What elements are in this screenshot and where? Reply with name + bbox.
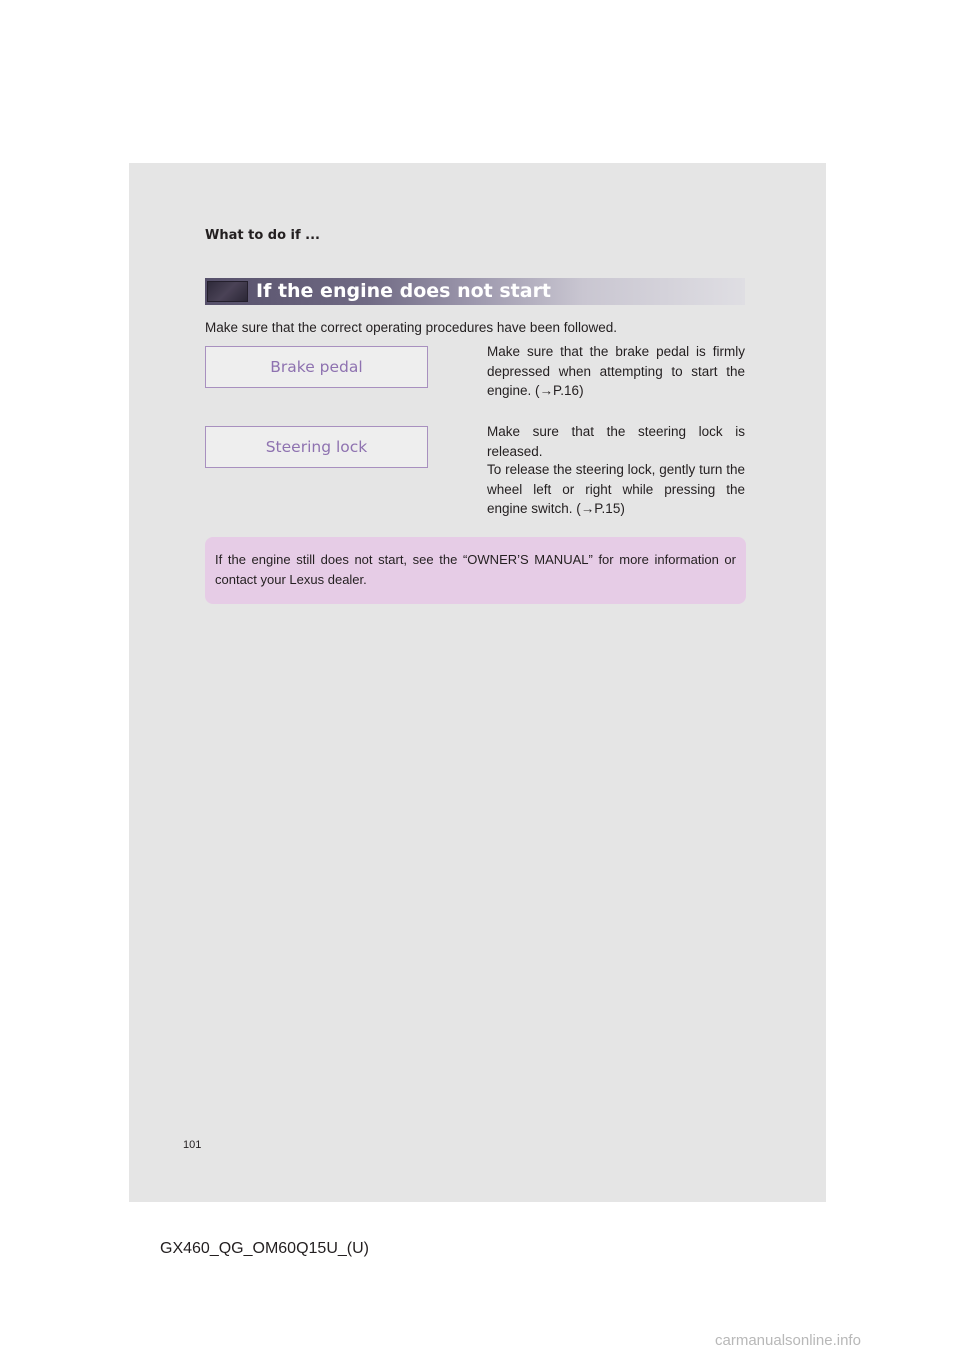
note-text: If the engine still does not start, see the “OWNER’S MANUAL” for more information or contact your Lexus dealer.	[215, 552, 736, 587]
intro-text: Make sure that the correct operating procedures have been followed.	[205, 320, 617, 335]
page-number: 101	[183, 1139, 202, 1151]
watermark: carmanualsonline.info	[715, 1332, 861, 1349]
brake-pedal-label-box	[205, 346, 428, 388]
steering-lock-description: Make sure that the steering lock is released.	[487, 424, 745, 459]
steering-lock-release-description: To release the steering lock, gently turn the wheel left or right while pressing the engine switch. (→P.15)	[487, 462, 745, 516]
document-code: GX460_QG_OM60Q15U_(U)	[160, 1240, 369, 1257]
steering-lock-label-box	[205, 426, 428, 468]
page-panel	[129, 163, 826, 1202]
brake-pedal-label: Brake pedal	[270, 358, 363, 376]
note-box	[205, 537, 746, 604]
steering-lock-label: Steering lock	[265, 438, 368, 456]
engine-icon	[207, 281, 248, 302]
page-title: If the engine does not start	[256, 280, 552, 302]
brake-pedal-description: Make sure that the brake pedal is firmly depressed when attempting to start the engine. (→P.16)	[487, 344, 745, 398]
section-header: What to do if ...	[205, 228, 320, 243]
